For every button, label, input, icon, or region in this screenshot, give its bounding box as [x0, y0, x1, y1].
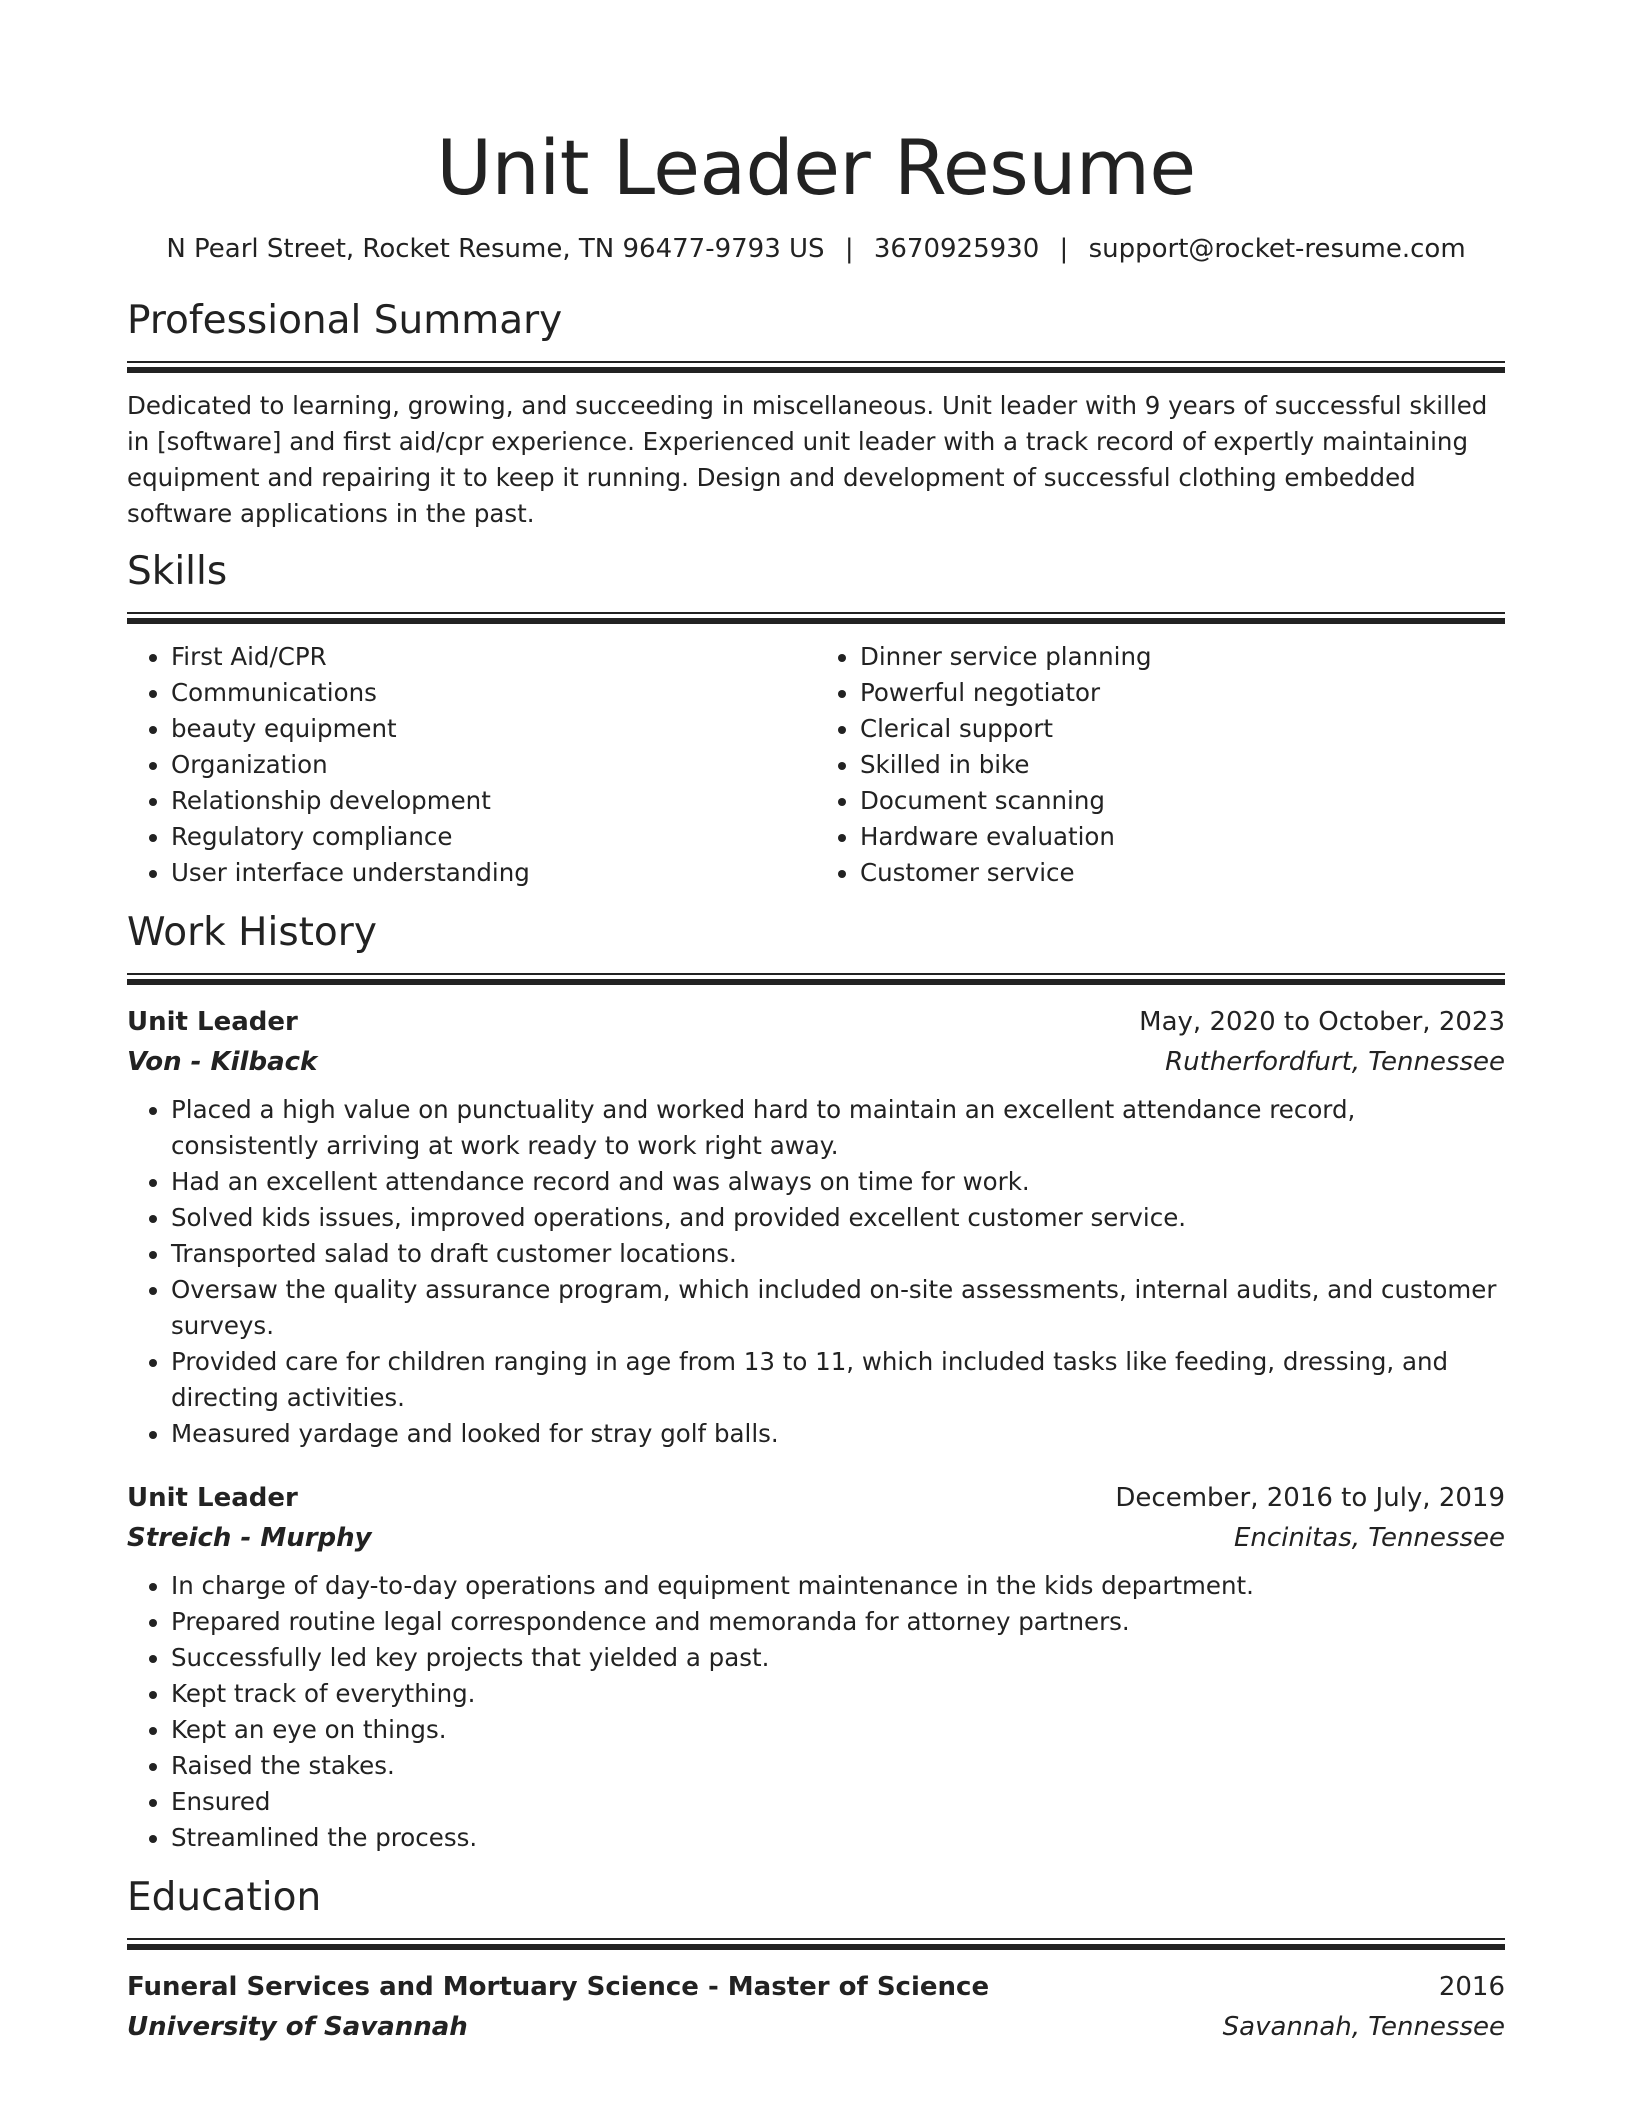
- job-bullet: • Transported salad to draft customer locations.: [171, 1236, 1505, 1272]
- job-header-row: [127, 1478, 1505, 1518]
- job-dates: May, 2020 to October, 2023: [1139, 1007, 1505, 1037]
- contact-address: N Pearl Street, Rocket Resume, TN 96477-9793 US: [166, 234, 825, 264]
- education-header-row: [127, 1967, 1505, 2007]
- job-bullet: • Oversaw the quality assurance program, which included on-site assessments, internal audits, and customer surveys.: [171, 1272, 1505, 1344]
- job-bullet: • Provided care for children ranging in age from 13 to 11, which included tasks like feeding, dressing, and directing activities.: [171, 1344, 1505, 1416]
- education-section: [127, 1874, 1505, 2047]
- skills-list-left: [171, 639, 816, 891]
- skill-item: • Regulatory compliance: [171, 819, 816, 855]
- skills-grid: [127, 639, 1505, 891]
- skill-item: • User interface understanding: [171, 855, 816, 891]
- education-heading: Education: [127, 1875, 322, 1920]
- education-subheader-row: [127, 2007, 1505, 2047]
- job-bullet: • Had an excellent attendance record and was always on time for work.: [171, 1164, 1505, 1200]
- skill-item: • beauty equipment: [171, 711, 816, 747]
- skills-list-right: [860, 639, 1505, 891]
- skill-item: • Skilled in bike: [860, 747, 1505, 783]
- job-subheader-row: [127, 1042, 1505, 1082]
- resume-title: Unit Leader Resume: [436, 123, 1196, 212]
- contact-phone: 3670925930: [873, 234, 1040, 264]
- summary-heading: Professional Summary: [127, 298, 563, 343]
- section-divider: [127, 1938, 1505, 1949]
- work-section: [127, 909, 1505, 1856]
- job-location: Rutherfordfurt, Tennessee: [1165, 1047, 1505, 1077]
- job-bullet: • Raised the stakes.: [171, 1748, 1505, 1784]
- skill-item: • Clerical support: [860, 711, 1505, 747]
- skill-item: • Dinner service planning: [860, 639, 1505, 675]
- summary-section: [127, 297, 1505, 532]
- work-heading: Work History: [127, 910, 377, 955]
- contact-separator: |: [844, 234, 854, 264]
- section-divider: [127, 612, 1505, 623]
- job-bullet: • Streamlined the process.: [171, 1820, 1505, 1856]
- job-company: Von - Kilback: [127, 1047, 318, 1077]
- skill-item: • Organization: [171, 747, 816, 783]
- job-company: Streich - Murphy: [127, 1523, 372, 1553]
- skills-section: [127, 548, 1505, 891]
- job-bullet: • In charge of day-to-day operations and equipment maintenance in the kids department.: [171, 1568, 1505, 1604]
- skills-column-left: [127, 639, 816, 891]
- skill-item: • Document scanning: [860, 783, 1505, 819]
- skills-column-right: [816, 639, 1505, 891]
- job-bullet: • Solved kids issues, improved operations, and provided excellent customer service.: [171, 1200, 1505, 1236]
- education-year: 2016: [1438, 1972, 1505, 2002]
- job-bullet: • Successfully led key projects that yielded a past.: [171, 1640, 1505, 1676]
- education-location: Savannah, Tennessee: [1222, 2012, 1505, 2042]
- job-title: Unit Leader: [127, 1007, 298, 1037]
- skill-item: • Customer service: [860, 855, 1505, 891]
- education-degree: Funeral Services and Mortuary Science - Master of Science: [127, 1972, 990, 2002]
- education-entry: [127, 1967, 1505, 2047]
- job-bullet: • Prepared routine legal correspondence and memoranda for attorney partners.: [171, 1604, 1505, 1640]
- contact-separator: |: [1059, 234, 1069, 264]
- job-title: Unit Leader: [127, 1483, 298, 1513]
- job-bullet: • Measured yardage and looked for stray golf balls.: [171, 1416, 1505, 1452]
- section-divider: [127, 361, 1505, 372]
- skill-item: • Powerful negotiator: [860, 675, 1505, 711]
- job-bullets: [127, 1568, 1505, 1856]
- contact-email: support@rocket-resume.com: [1088, 234, 1466, 264]
- skill-item: • Communications: [171, 675, 816, 711]
- skills-heading: Skills: [127, 549, 228, 594]
- job-entry: [127, 1478, 1505, 1856]
- job-dates: December, 2016 to July, 2019: [1115, 1483, 1505, 1513]
- education-school: University of Savannah: [127, 2012, 468, 2042]
- job-bullet: • Kept track of everything.: [171, 1676, 1505, 1712]
- skill-item: • First Aid/CPR: [171, 639, 816, 675]
- job-bullet: • Ensured: [171, 1784, 1505, 1820]
- job-location: Encinitas, Tennessee: [1233, 1523, 1505, 1553]
- job-bullets: [127, 1092, 1505, 1452]
- job-header-row: [127, 1002, 1505, 1042]
- section-divider: [127, 973, 1505, 984]
- job-bullet: • Placed a high value on punctuality and worked hard to maintain an excellent attendance record, consistently arriving at work ready to work right away.: [171, 1092, 1505, 1164]
- summary-text: Dedicated to learning, growing, and succeeding in miscellaneous. Unit leader with 9 years of successful skilled in [software] and first aid/cpr experience. Experienced unit leader with a track record of expertly maintaining equipment and repairing it to keep it running. Design and development of successful clothing embedded software applications in the past.: [127, 391, 1488, 528]
- skill-item: • Hardware evaluation: [860, 819, 1505, 855]
- job-subheader-row: [127, 1518, 1505, 1558]
- skill-item: • Relationship development: [171, 783, 816, 819]
- contact-line: [127, 231, 1505, 267]
- job-bullet: • Kept an eye on things.: [171, 1712, 1505, 1748]
- job-entry: [127, 1002, 1505, 1452]
